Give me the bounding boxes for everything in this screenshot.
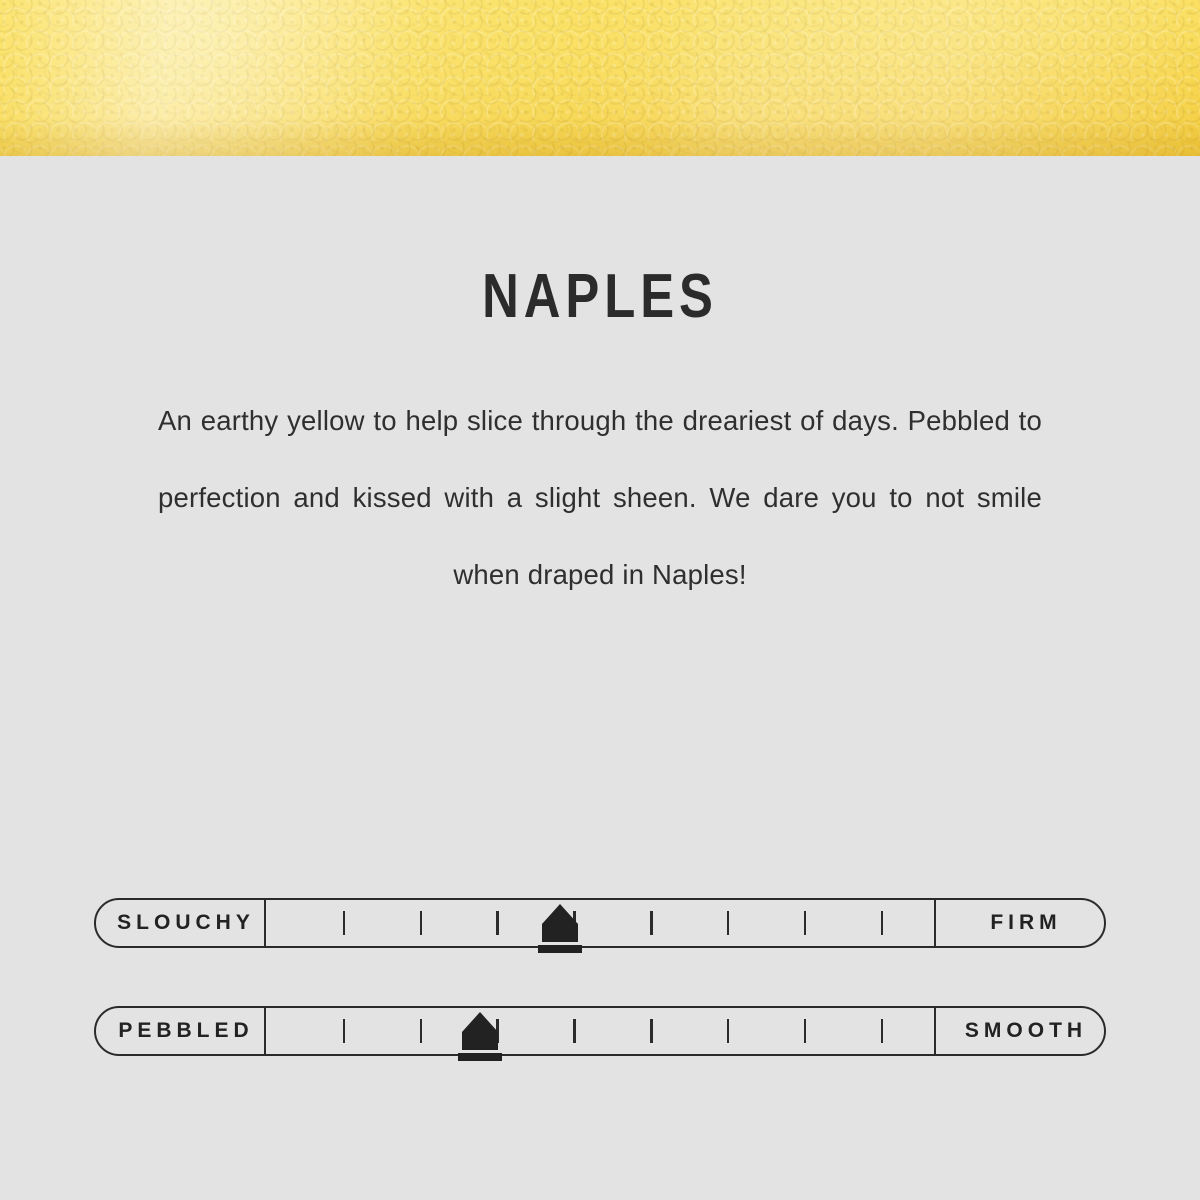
- scale-firmness[interactable]: [94, 898, 1106, 950]
- scale-tick: [804, 911, 807, 935]
- scale-tick: [496, 911, 499, 935]
- scale-tick: [727, 1019, 730, 1043]
- product-info-panel: [0, 156, 1200, 1200]
- scale-tick: [343, 1019, 346, 1043]
- scale-marker-texture[interactable]: [458, 1012, 502, 1061]
- scale-texture[interactable]: [94, 1006, 1106, 1058]
- scale-right-label: FIRM: [934, 898, 1106, 948]
- marker-pin-icon: [542, 904, 578, 924]
- scale-ticks: [266, 1006, 934, 1056]
- marker-pin-body: [542, 924, 578, 942]
- scale-tick: [650, 911, 653, 935]
- attribute-scales: [0, 898, 1200, 1114]
- scale-tick: [343, 911, 346, 935]
- leather-swatch-banner: [0, 0, 1200, 156]
- scale-left-label: SLOUCHY: [94, 898, 266, 948]
- description-text: An earthy yellow to help slice through the dreariest of days. Pebbled to perfection and kissed with a slight sheen. We dare you to not smile when draped in Naples!: [158, 405, 1042, 590]
- scale-right-label: SMOOTH: [934, 1006, 1106, 1056]
- marker-pin-icon: [462, 1012, 498, 1032]
- scale-tick: [573, 1019, 576, 1043]
- marker-pin-body: [462, 1032, 498, 1050]
- scale-tick: [650, 1019, 653, 1043]
- marker-pin-base: [538, 945, 582, 953]
- scale-marker-firmness[interactable]: [538, 904, 582, 953]
- scale-tick: [420, 911, 423, 935]
- scale-tick: [881, 1019, 884, 1043]
- scale-tick: [881, 911, 884, 935]
- scale-left-label: PEBBLED: [94, 1006, 266, 1056]
- scale-tick: [420, 1019, 423, 1043]
- scale-ticks: [266, 898, 934, 948]
- product-description: [158, 332, 1042, 613]
- swatch-bottom-shadow: [0, 118, 1200, 156]
- page-title: NAPLES: [482, 262, 718, 331]
- scale-tick: [727, 911, 730, 935]
- marker-pin-base: [458, 1053, 502, 1061]
- scale-tick: [804, 1019, 807, 1043]
